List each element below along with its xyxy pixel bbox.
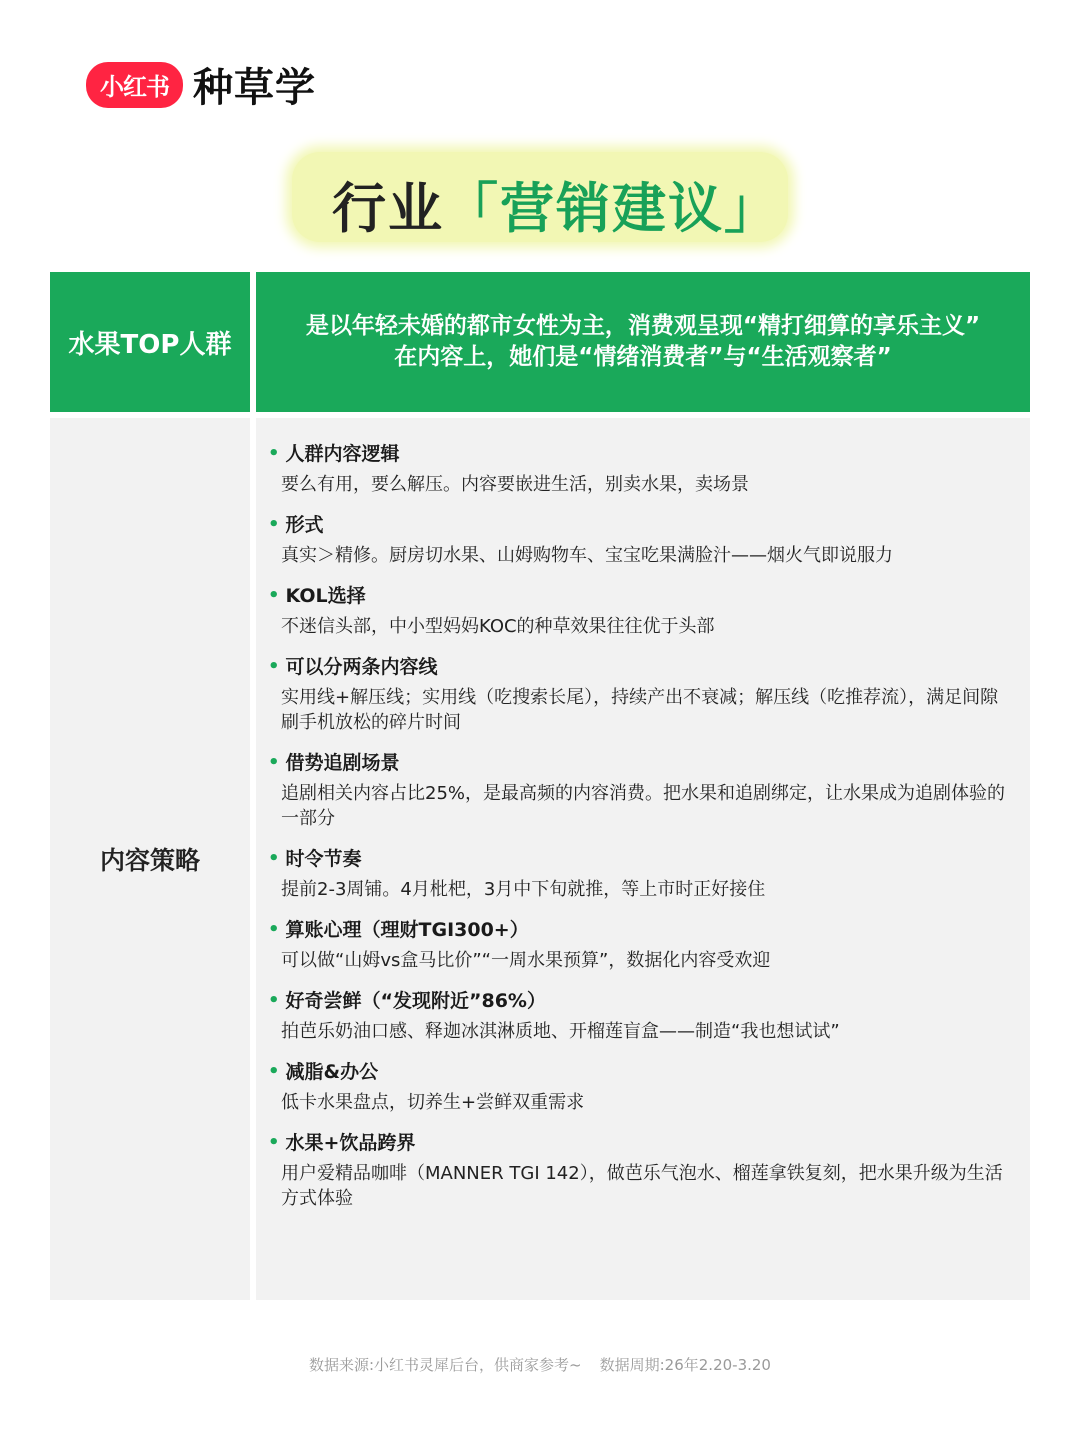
bullet-icon: • (268, 990, 280, 1011)
body-row (50, 418, 1030, 1300)
item-desc: 拍芭乐奶油口感、释迦冰淇淋质地、开榴莲盲盒——制造“我也想试试” (281, 1021, 840, 1042)
bullet-icon: • (268, 1132, 280, 1153)
item-title: 时令节奏 (285, 848, 362, 870)
item-title: KOL选择 (285, 585, 366, 607)
xiaohongshu-logo: 小红书 (86, 62, 183, 108)
bullet-icon: • (268, 443, 280, 464)
header-row-content (256, 272, 1030, 412)
page-title-block (292, 146, 790, 242)
item-title: 水果+饮品跨界 (285, 1132, 416, 1154)
list-item (268, 749, 1010, 831)
header-line: 在内容上，她们是“情绪消费者”与“生活观察者” (394, 344, 892, 370)
footer-period: 数据周期:26年2.20-3.20 (599, 1356, 771, 1374)
list-item (268, 916, 1010, 973)
header-row-label: 水果TOP人群 (50, 272, 250, 412)
list-item (268, 511, 1010, 568)
item-desc: 用户爱精品咖啡（MANNER TGI 142），做芭乐气泡水、榴莲拿铁复刻，把水果升级为生活方式体验 (281, 1163, 1003, 1209)
bullet-icon: • (268, 656, 280, 677)
body-row-label: 内容策略 (50, 418, 250, 1300)
item-title: 减脂&办公 (285, 1061, 379, 1083)
footer-note (0, 1354, 1080, 1375)
list-item (268, 1058, 1010, 1115)
item-title: 人群内容逻辑 (285, 443, 400, 465)
title-prefix: 行业 (332, 177, 444, 240)
item-desc: 真实＞精修。厨房切水果、山姆购物车、宝宝吃果满脸汁——烟火气即说服力 (281, 545, 893, 566)
page-title (332, 166, 780, 243)
item-desc: 追剧相关内容占比25%，是最高频的内容消费。把水果和追剧绑定，让水果成为追剧体验的一部分 (281, 783, 1006, 829)
item-desc: 不迷信头部，中小型妈妈KOC的种草效果往往优于头部 (281, 616, 715, 637)
list-item (268, 582, 1010, 639)
bullet-icon: • (268, 514, 280, 535)
list-item (268, 845, 1010, 902)
item-desc: 实用线+解压线；实用线（吃搜索长尾），持续产出不衰减；解压线（吃推荐流），满足间隙刷手机放松的碎片时间 (281, 687, 999, 733)
bullet-icon: • (268, 752, 280, 773)
list-item (268, 653, 1010, 735)
strategy-list (256, 418, 1030, 1300)
item-desc: 可以做“山姆vs盒马比价”“一周水果预算”，数据化内容受欢迎 (281, 950, 771, 971)
brand-header (86, 56, 316, 113)
list-item (268, 440, 1010, 497)
bullet-icon: • (268, 585, 280, 606)
header-line: 是以年轻未婚的都市女性为主，消费观呈现“精打细算的享乐主义” (305, 313, 981, 339)
footer-source: 数据来源:小红书灵犀后台，供商家参考~ (309, 1356, 582, 1374)
item-title: 好奇尝鲜（“发现附近”86%） (285, 990, 546, 1012)
item-title: 借势追剧场景 (285, 752, 400, 774)
bullet-icon: • (268, 919, 280, 940)
header-row (50, 272, 1030, 412)
title-highlight-text: 「营销建议」 (444, 177, 780, 240)
item-title: 形式 (285, 514, 324, 536)
brand-name: 种草学 (193, 65, 316, 111)
list-item (268, 1129, 1010, 1211)
item-desc: 要么有用，要么解压。内容要嵌进生活，别卖水果，卖场景 (281, 474, 749, 495)
bullet-icon: • (268, 1061, 280, 1082)
list-item (268, 987, 1010, 1044)
bullet-icon: • (268, 848, 280, 869)
item-desc: 低卡水果盘点，切养生+尝鲜双重需求 (281, 1092, 585, 1113)
item-title: 可以分两条内容线 (285, 656, 438, 678)
strategy-table (50, 272, 1030, 1300)
item-desc: 提前2-3周铺。4月枇杷，3月中下旬就推，等上市时正好接住 (281, 879, 766, 900)
item-title: 算账心理（理财TGI300+） (285, 919, 529, 941)
